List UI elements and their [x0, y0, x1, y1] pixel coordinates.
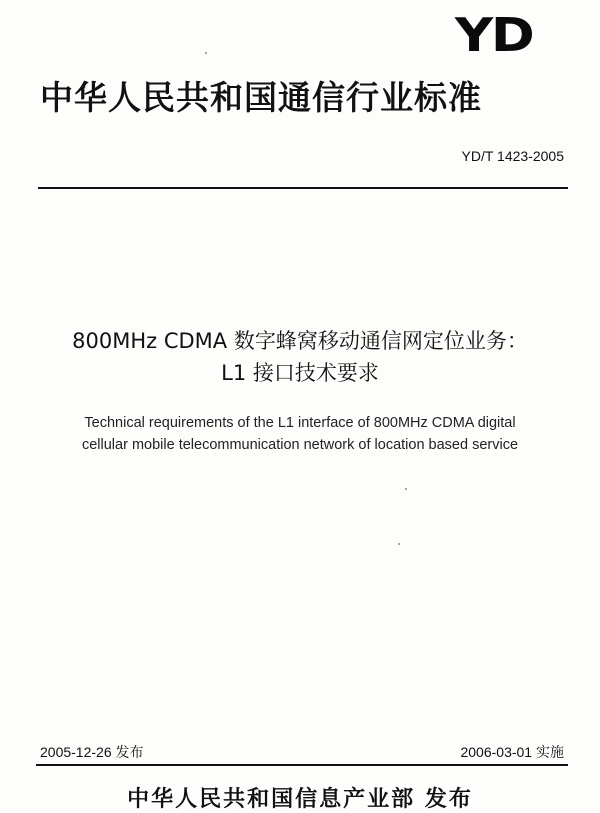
english-title-line-2: cellular mobile telecommunication network of location based service: [81, 437, 519, 453]
yd-logo: YD: [454, 8, 532, 62]
org-title: 中华人民共和国通信行业标准: [40, 78, 482, 117]
top-divider: [38, 187, 568, 189]
english-title-line-1: Technical requirements of the L1 interface of 800MHz CDMA digital: [84, 415, 516, 431]
scan-speck: [205, 52, 207, 54]
chinese-title-line-2: L1 接口技术要求: [221, 361, 379, 385]
bottom-divider: [36, 764, 568, 766]
standard-number: YD/T 1423-2005: [461, 148, 564, 164]
chinese-title-line-1: 800MHz CDMA 数字蜂窝移动通信网定位业务：: [72, 329, 528, 353]
chinese-title: [0, 325, 600, 389]
publisher: 中华人民共和国信息产业部 发布: [127, 787, 473, 812]
scan-speck: [405, 488, 407, 490]
scan-speck: [398, 543, 400, 545]
issue-date: 2005-12-26 发布: [40, 744, 144, 760]
implementation-date: 2006-03-01 实施: [460, 744, 564, 760]
english-title: [0, 412, 600, 456]
